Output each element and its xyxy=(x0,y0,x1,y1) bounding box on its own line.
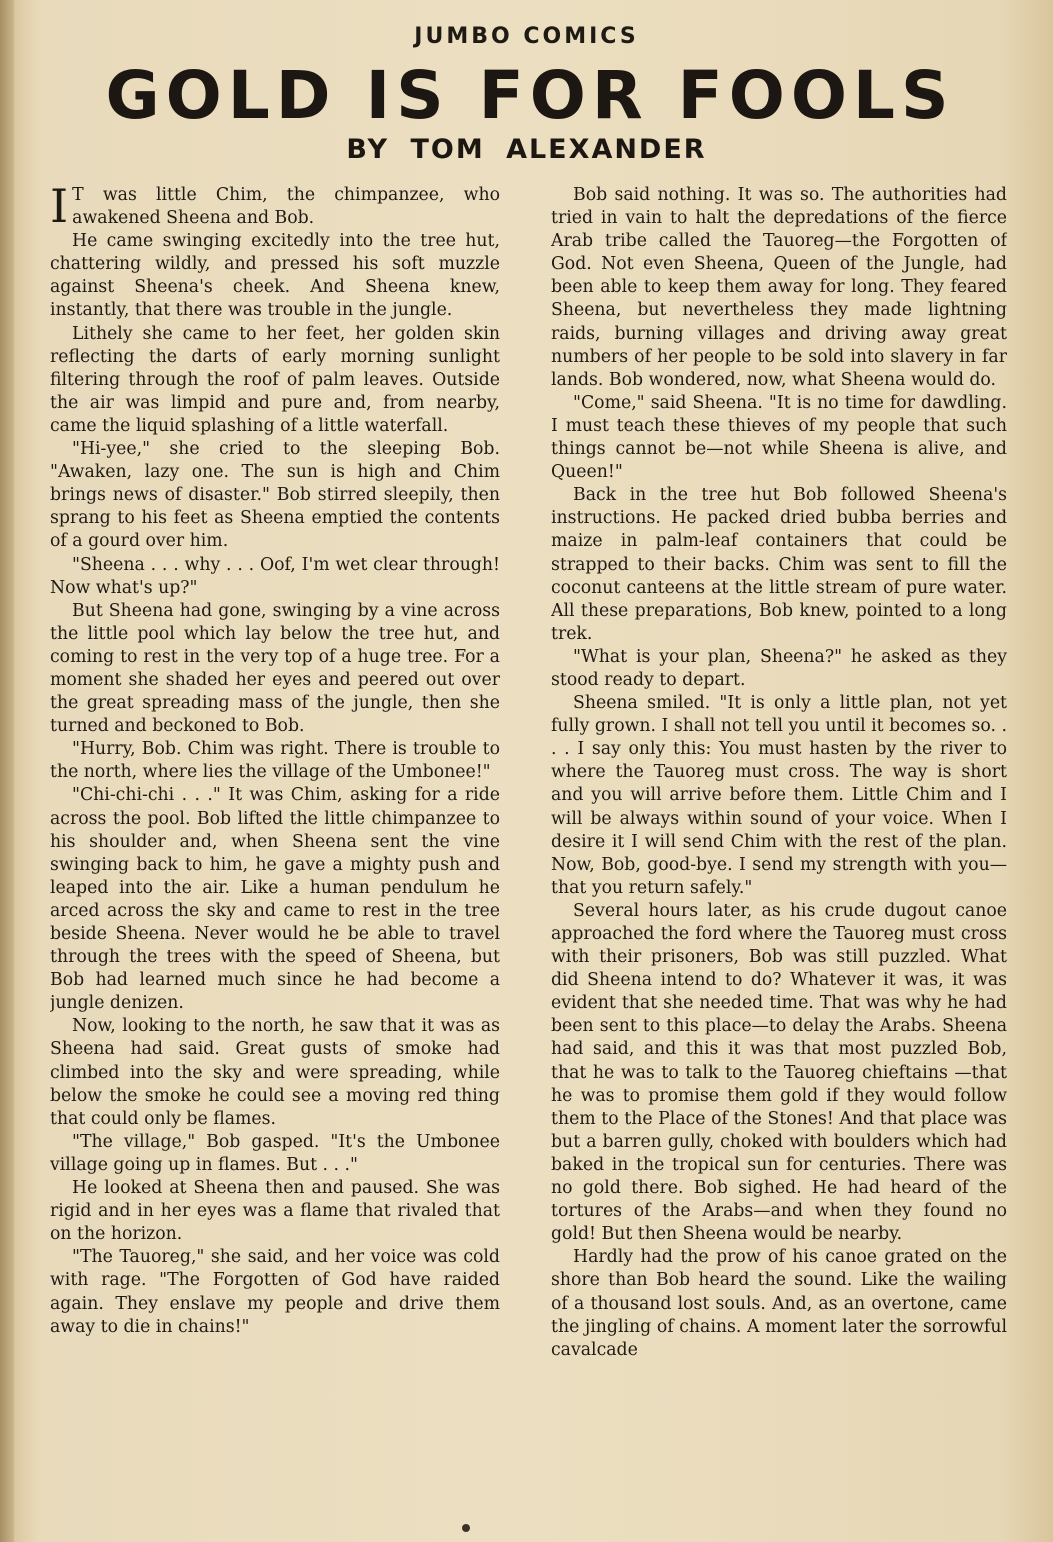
paragraph: Several hours later, as his crude dugout canoe approached the ford where the Tauoreg must cross with their prisoners, Bob was still puzzled. What did Sheena intend to do? Whatever it was, it was evident that she needed time. That was why he had been sent to this place—to delay the Arabs. Sheena had said, and this it was that most puzzled Bob, that he was to talk to the Tauoreg chieftains —that he was to promise them gold if they would follow them to the Place of the Stones! And that place was but a barren gully, choked with boulders which had baked in the tropical sun for centuries. There was no gold there. Bob sighed. He had heard of the tortures of the Arabs—and when they found no gold! But then Sheena would be nearby. xyxy=(551,900,1007,1245)
paragraph: He came swinging excitedly into the tree hut, chattering wildly, and pressed his soft muzzle against Sheena's cheek. And Sheena knew, instantly, that there was trouble in the jungle. xyxy=(50,231,500,321)
first-paragraph-text: T was little Chim, the chimpanzee, who awakened Sheena and Bob. xyxy=(72,185,500,229)
paragraph: "What is your plan, Sheena?" he asked as they stood ready to depart. xyxy=(551,646,1007,690)
right-column xyxy=(551,184,1007,1494)
paragraph: "Come," said Sheena. "It is no time for dawdling. I must teach these thieves of my people that such things cannot be—not while Sheena is alive, and Queen!" xyxy=(551,392,1007,483)
paragraph: "Chi-chi-chi . . ." It was Chim, asking for a ride across the pool. Bob lifted the little chimpanzee to his shoulder and, when Sheena sent the vine swinging back to him, he gave a mighty push and leaped into the air. Like a human pendulum he arced across the sky and came to rest in the tree beside Sheena. Never would he be able to travel through the trees with the speed of Sheena, but Bob had learned much since he had become a jungle denizen. xyxy=(50,785,500,1014)
drop-cap: I xyxy=(50,184,69,233)
story-title: GOLD IS FOR FOOLS xyxy=(105,57,955,134)
paragraph: But Sheena had gone, swinging by a vine across the little pool which lay below the tree hut, and coming to rest in the very top of a huge tree. For a moment she shaded her eyes and peered out over the great spreading mass of the jungle, then she turned and beckoned to Bob. xyxy=(50,600,500,737)
binding-spine xyxy=(0,0,14,1542)
page-ornament-dot xyxy=(462,1524,470,1532)
paragraph: Back in the tree hut Bob followed Sheena's instructions. He packed dried bubba berries and maize in palm-leaf containers that could be strapped to their backs. Chim was sent to fill the coconut canteens at the little stream of pure water. All these preparations, Bob knew, pointed to a long trek. xyxy=(551,485,1007,644)
paragraph: Lithely she came to her feet, her golden skin reflecting the darts of early morning sunlight filtering through the roof of palm leaves. Outside the air was limpid and pure and, from nearby, came the liquid splashing of a little waterfall. xyxy=(50,323,500,436)
paragraph: "Hi-yee," she cried to the sleeping Bob. "Awaken, lazy one. The sun is high and Chim brings news of disaster." Bob stirred sleepily, then sprang to his feet as Sheena emptied the contents of a gourd over him. xyxy=(50,439,500,552)
paragraph: He looked at Sheena then and paused. She was rigid and in her eyes was a flame that rivaled that on the horizon. xyxy=(50,1178,500,1245)
left-column xyxy=(50,184,500,1494)
story-byline: BY TOM ALEXANDER xyxy=(346,134,707,165)
paragraph: Now, looking to the north, he saw that it was as Sheena had said. Great gusts of smoke had climbed into the sky and were spreading, while below the smoke he could see a moving red thing that could only be flames. xyxy=(50,1016,500,1129)
paragraph: "Hurry, Bob. Chim was right. There is trouble to the north, where lies the village of the Umbonee!" xyxy=(50,739,500,783)
magazine-header: JUMBO COMICS xyxy=(414,24,639,49)
paragraph: "The Tauoreg," she said, and her voice was cold with rage. "The Forgotten of God have raided again. They enslave my people and drive them away to die in chains!" xyxy=(50,1247,500,1337)
paragraph: "Sheena . . . why . . . Oof, I'm wet clear through! Now what's up?" xyxy=(50,554,500,598)
paragraph: Bob said nothing. It was so. The authorities had tried in vain to halt the depredations of the fierce Arab tribe called the Tauoreg—the Forgotten of God. Not even Sheena, Queen of the Jungle, had been able to keep them away for long. They feared Sheena, but nevertheless they made lightning raids, burning villages and driving away great numbers of her people to be sold into slavery in far lands. Bob wondered, now, what Sheena would do. xyxy=(551,185,1007,390)
paragraph: "The village," Bob gasped. "It's the Umbonee village going up in flames. But . . ." xyxy=(50,1131,500,1175)
paragraph: Hardly had the prow of his canoe grated on the shore than Bob heard the sound. Like the wailing of a thousand lost souls. And, as an overtone, came the jingling of chains. A moment later the sorrowful cavalcade xyxy=(551,1247,1007,1360)
paragraph: Sheena smiled. "It is only a little plan, not yet fully grown. I shall not tell you until it becomes so. . . . I say only this: You must hasten by the river to where the Tauoreg must cross. The way is short and you will arrive before them. Little Chim and I will be always within sound of your voice. When I desire it I will send Chim with the rest of the plan. Now, Bob, good-bye. I send my strength with you—that you return safely." xyxy=(551,693,1007,898)
paragraph xyxy=(50,184,500,233)
